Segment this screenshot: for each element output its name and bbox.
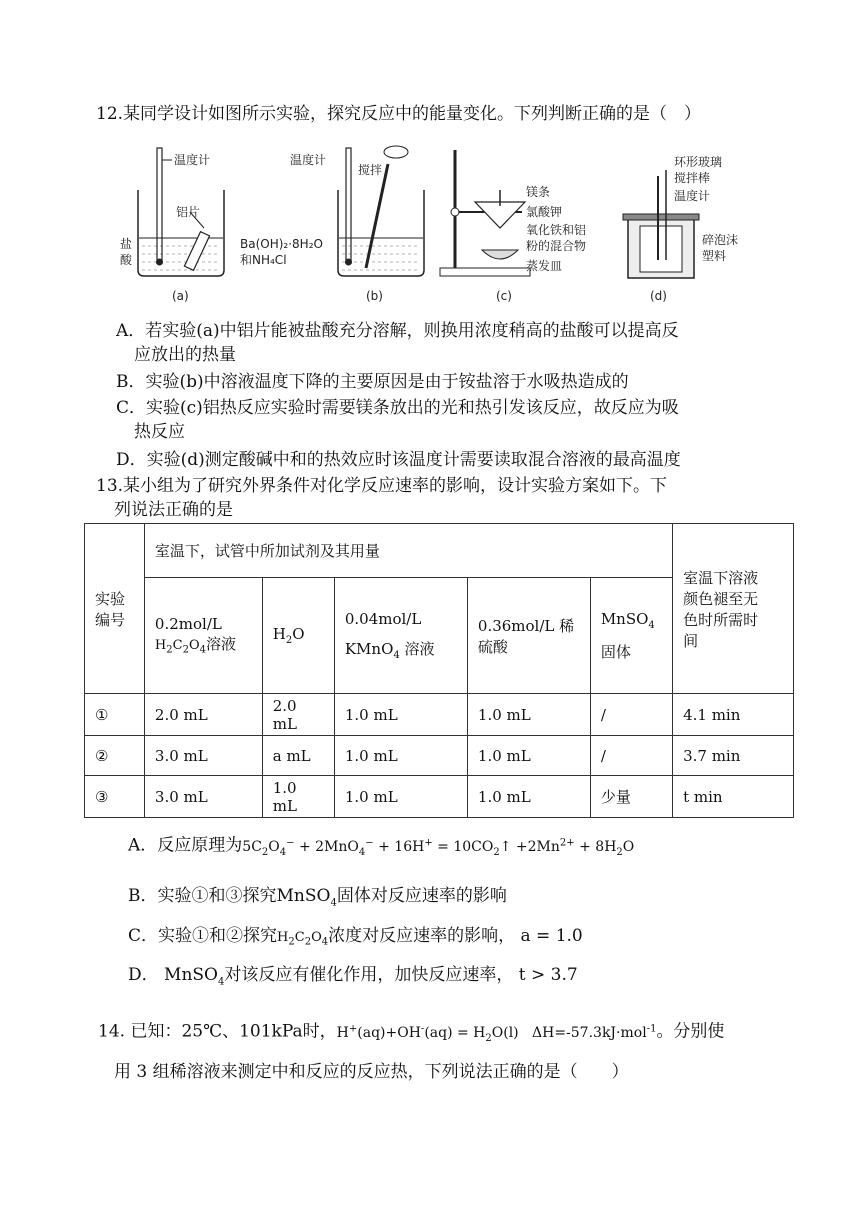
label-b-stir: 搅拌 [358, 163, 383, 177]
q13-stem-line1: 13.某小组为了研究外界条件对化学反应速率的影响，设计实验方案如下。下 [96, 476, 668, 496]
label-a-acid2: 酸 [120, 253, 133, 267]
header-kmno4: 0.04mol/L KMnO$_4$ 溶液 [334, 578, 467, 694]
label-a-metal: 铝片 [176, 205, 201, 219]
q12-option-a-line2: 应放出的热量 [134, 345, 236, 365]
table-row: ① 2.0 mL 2.0 mL 1.0 mL 1.0 mL / 4.1 min [85, 694, 794, 736]
label-b-reagent1: Ba(OH)₂·8H₂O [240, 237, 323, 251]
apparatus-b [240, 146, 424, 303]
table-row: ② 3.0 mL a mL 1.0 mL 1.0 mL / 3.7 min [85, 736, 794, 776]
header-experiment-id: 实验 编号 [85, 524, 145, 694]
header-sulfuric-acid: 0.36mol/L 稀 硫酸 [467, 578, 590, 694]
label-c-l1: 镁条 [526, 185, 551, 199]
label-a-thermometer: 温度计 [174, 153, 211, 167]
apparatus-a [120, 148, 224, 303]
label-b-thermometer: 温度计 [290, 153, 327, 167]
q13-option-b: B．实验①和③探究MnSO$_4$固体对反应速率的影响 [128, 886, 507, 909]
label-a-acid1: 盐 [120, 237, 133, 251]
caption-b: (b) [366, 289, 383, 303]
label-d-l4: 碎泡沫 [702, 233, 739, 247]
label-c-l2: 氯酸钾 [526, 205, 563, 219]
table-row: ③ 3.0 mL 1.0 mL 1.0 mL 1.0 mL 少量 t min [85, 776, 794, 818]
label-c-l3: 氧化铁和铝 [526, 223, 587, 237]
q13-stem-line2: 列说法正确的是 [114, 500, 233, 520]
label-c-l5: 蒸发皿 [526, 259, 563, 273]
q12-option-c-line1: C．实验(c)铝热反应实验时需要镁条放出的光和热引发该反应，故反应为吸 [116, 398, 679, 418]
label-b-reagent2: 和NH₄Cl [240, 253, 287, 267]
q13-option-d: D． MnSO$_4$对该反应有催化作用，加快反应速率， t > 3.7 [128, 965, 578, 988]
experiment-table [84, 523, 794, 818]
label-d-l1: 环形玻璃 [674, 155, 723, 169]
caption-a: (a) [172, 289, 189, 303]
header-mnso4: MnSO$_4$ 固体 [590, 578, 672, 694]
q12-figure [120, 140, 780, 315]
label-c-l4: 粉的混合物 [526, 239, 587, 253]
q12-option-d: D．实验(d)测定酸碱中和的热效应时该温度计需要读取混合溶液的最高温度 [116, 450, 681, 470]
label-d-l2: 搅拌棒 [674, 171, 711, 185]
label-d-l3: 温度计 [674, 189, 711, 203]
q12-option-c-line2: 热反应 [134, 422, 185, 442]
q12-stem: 12.某同学设计如图所示实验，探究反应中的能量变化。下列判断正确的是（ ） [96, 104, 702, 124]
apparatus-d [623, 154, 738, 303]
caption-c: (c) [496, 289, 512, 303]
header-reagents: 室温下，试管中所加试剂及其用量 [144, 524, 672, 578]
caption-d: (d) [650, 289, 667, 303]
apparatus-c [440, 150, 586, 303]
header-water: $H_2O$ [262, 578, 334, 694]
header-time: 室温下溶液 颜色褪至无 色时所需时 间 [673, 524, 794, 694]
q14-stem-line1: 14. 已知：25℃、101kPa时，$H^+(aq)+OH^-(aq) = H_2O(l)$ ΔH=-57.3kJ·mol$^{-1}$。分别使 [98, 1021, 725, 1044]
q12-option-a-line1: A．若实验(a)中铝片能被盐酸充分溶解，则换用浓度稍高的盐酸可以提高反 [116, 321, 679, 341]
q12-option-b: B．实验(b)中溶液温度下降的主要原因是由于铵盐溶于水吸热造成的 [116, 372, 629, 392]
q14-stem-line2: 用 3 组稀溶液来测定中和反应的反应热，下列说法正确的是（ ） [114, 1062, 629, 1082]
label-d-l5: 塑料 [702, 249, 727, 263]
q13-option-c: C．实验①和②探究$H_2C_2O_4$浓度对反应速率的影响， a = 1.0 [128, 926, 583, 948]
q13-option-a: A．反应原理为$5C_2O_4^- + 2MnO_4^- + 16H^+$ = $10CO_2↑ +2Mn^{2+} + 8H_2O$ [128, 835, 635, 858]
header-oxalic-acid: 0.2mol/L $H_2C_2O_4$溶液 [144, 578, 262, 694]
